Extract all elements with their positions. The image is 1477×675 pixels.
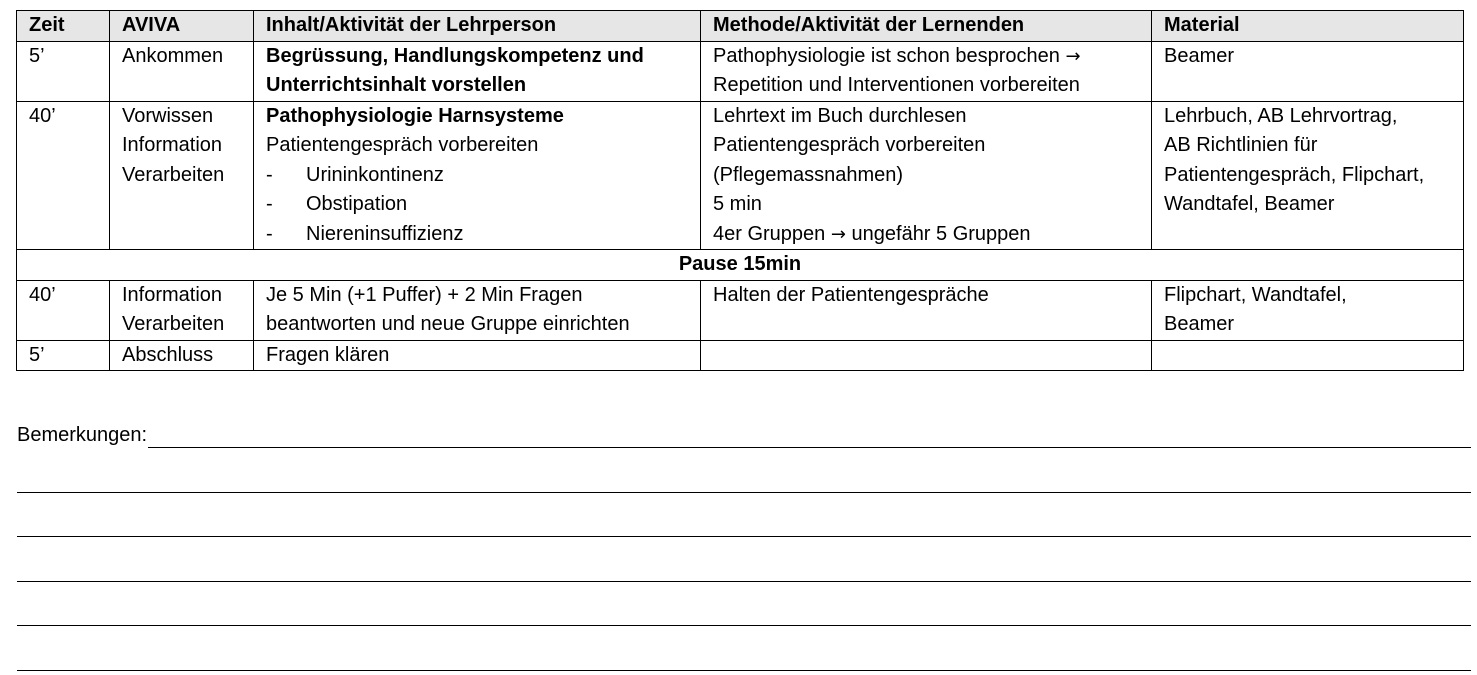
methode-line: (Pflegemassnahmen) [713,163,904,186]
table-header-row [17,11,1464,42]
remarks-write-line[interactable] [17,582,1471,627]
list-item [266,190,688,220]
cell-inhalt [254,101,701,250]
cell-zeit: 40’ [17,280,110,340]
material-line: Beamer [1164,313,1235,335]
methode-line: Patientengespräch vorbereiten [713,134,986,156]
cell-material [1152,340,1464,371]
material-line: Patientengespräch, Flipchart, [1164,163,1425,186]
arrow-right-icon: → [1065,45,1081,67]
methode-line: Repetition und Interventionen vorbereiten [713,74,1080,96]
cell-inhalt [254,280,701,340]
table-row [17,101,1464,250]
list-item [266,161,688,191]
list-dash: - [266,193,273,215]
remarks-write-line[interactable] [17,493,1471,538]
list-item-label: Obstipation [306,193,408,215]
material-line: Beamer [1164,44,1235,67]
cell-material [1152,41,1464,101]
inhalt-line: Je 5 Min (+1 Puffer) + 2 Min Fragen [266,283,583,306]
cell-zeit: 5’ [17,340,110,371]
cell-zeit: 40’ [17,101,110,250]
list-dash: - [266,222,273,245]
inhalt-bold-line: Begrüssung, Handlungskompetenz und [266,44,644,67]
table-row [17,340,1464,371]
header-zeit: Zeit [17,11,110,42]
methode-line: Halten der Patientengespräche [713,283,989,306]
pause-label: Pause 15min [17,250,1464,281]
list-item-label: Urininkontinenz [306,163,444,186]
aviva-line: Abschluss [122,343,214,366]
cell-zeit: 5’ [17,41,110,101]
cell-aviva [110,101,254,250]
remarks-first-line [17,422,1471,448]
cell-methode [701,280,1152,340]
remarks-write-line[interactable] [17,448,1471,493]
cell-material [1152,280,1464,340]
cell-material [1152,101,1464,250]
header-methode: Methode/Aktivität der Lernenden [701,11,1152,42]
header-aviva: AVIVA [110,11,254,42]
list-item-label: Niereninsuffizienz [306,222,464,245]
material-line: Wandtafel, Beamer [1164,193,1335,215]
cell-inhalt [254,340,701,371]
cell-methode [701,41,1152,101]
aviva-line: Information [122,134,223,156]
aviva-line: Vorwissen [122,104,214,127]
methode-line: Lehrtext im Buch durchlesen [713,104,967,127]
material-line: AB Richtlinien für [1164,134,1318,156]
remarks-section [17,422,1471,671]
aviva-line: Information [122,283,223,306]
aviva-line: Verarbeiten [122,313,225,335]
aviva-line: Verarbeiten [122,163,225,186]
remarks-write-line[interactable] [17,537,1471,582]
inhalt-line: beantworten und neue Gruppe einrichten [266,313,630,335]
inhalt-bold-line: Unterrichtsinhalt vorstellen [266,74,527,96]
remarks-label: Bemerkungen: [17,424,148,446]
methode-line: 4er Gruppen → ungefähr 5 Gruppen [713,222,1031,245]
list-dash: - [266,163,273,186]
remarks-write-line[interactable] [17,626,1471,671]
lesson-plan-table [16,10,1464,371]
aviva-line: Ankommen [122,44,224,67]
list-item [266,220,688,250]
header-inhalt: Inhalt/Aktivität der Lehrperson [254,11,701,42]
methode-line: Pathophysiologie ist schon besprochen → [713,44,1081,67]
material-line: Flipchart, Wandtafel, [1164,283,1347,306]
pause-row [17,250,1464,281]
material-line: Lehrbuch, AB Lehrvortrag, [1164,104,1398,127]
inhalt-bold-line: Pathophysiologie Harnsysteme [266,104,564,127]
inhalt-line: Fragen klären [266,343,390,366]
cell-methode [701,340,1152,371]
cell-aviva [110,41,254,101]
methode-line: 5 min [713,193,762,215]
header-material: Material [1152,11,1464,42]
cell-aviva [110,340,254,371]
cell-methode [701,101,1152,250]
cell-inhalt [254,41,701,101]
cell-aviva [110,280,254,340]
remarks-write-line[interactable] [148,425,1471,448]
inhalt-line: Patientengespräch vorbereiten [266,134,539,156]
arrow-right-icon: → [830,223,846,245]
table-row [17,41,1464,101]
table-row [17,280,1464,340]
